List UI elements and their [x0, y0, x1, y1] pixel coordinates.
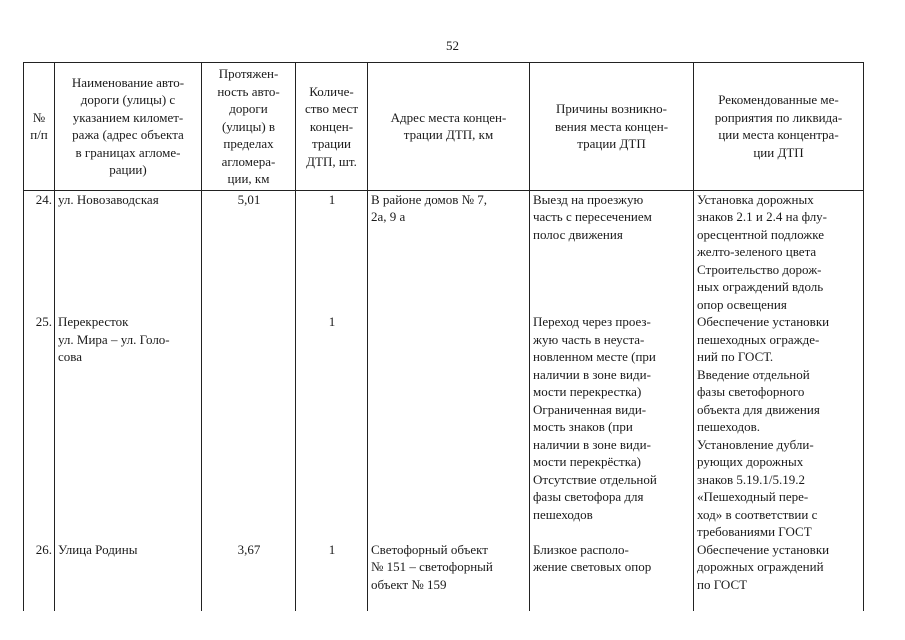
text-line: п/п [30, 127, 48, 143]
text-line: ход» в соответствии с [697, 506, 818, 522]
text-line: пешеходных огражде- [697, 331, 820, 347]
text-line: Близкое располо- [533, 541, 629, 557]
cell-count: 1 [296, 541, 368, 611]
text-line: пешеходов. [697, 419, 760, 434]
text-line: мости перекрестка) [533, 384, 642, 399]
text-line: Переход через проез- [533, 314, 651, 329]
text-line: Перекресток [58, 314, 129, 329]
text-line: мость знаков (при [533, 419, 633, 434]
header-row [24, 63, 864, 191]
table-row [24, 190, 864, 313]
text-line: объект № 159 [371, 576, 447, 592]
text-line: ных ограждений вдоль [697, 279, 824, 294]
text-line: рации) [109, 162, 147, 178]
text-line: трации [312, 136, 351, 151]
text-line: требованиями ГОСТ [697, 524, 812, 539]
cell-num: 25. [24, 313, 55, 541]
text-line: жение световых опор [533, 559, 652, 574]
text-line: жую часть в неуста- [533, 331, 645, 347]
text-line: ул. Мира – ул. Голо- [58, 331, 170, 347]
text-line: трации ДТП, км [403, 127, 494, 143]
cell-length: 5,01 [202, 190, 296, 313]
text-line: дорожных ограждений [697, 559, 824, 574]
text-line: Улица Родины [58, 541, 138, 557]
text-line: пешеходов [533, 506, 593, 522]
text-line: Установление дубли- [697, 436, 814, 452]
cell-causes [530, 313, 694, 541]
text-line: концен- [309, 118, 354, 134]
text-line: Выезд на проезжую [533, 191, 644, 207]
text-line: дороги [229, 101, 268, 116]
text-line: желто-зеленого цвета [697, 244, 817, 259]
text-line: Светофорный объект [371, 541, 488, 557]
text-line: ДТП, шт. [306, 153, 357, 169]
cell-address [368, 190, 530, 313]
header-num [24, 63, 55, 191]
text-line: часть с пересечением [533, 209, 652, 224]
text-line: Протяжен- [218, 66, 279, 81]
text-line: Строительство дорож- [697, 261, 822, 277]
text-line: 2а, 9 а [371, 209, 406, 224]
text-line: (улицы) в [221, 118, 276, 134]
cell-length [202, 313, 296, 541]
text-line: новленном месте (при [533, 349, 656, 364]
text-line: оресцентной подложке [697, 226, 824, 242]
cell-road-name [55, 313, 202, 541]
header-causes [530, 63, 694, 191]
text-line: ции места концентра- [718, 127, 839, 143]
text-line: рующих дорожных [697, 454, 804, 469]
text-line: пределах [223, 136, 274, 151]
text-line: Ограниченная види- [533, 401, 647, 417]
header-name [55, 63, 202, 191]
header-count [296, 63, 368, 191]
text-line: по ГОСТ [697, 576, 748, 592]
cell-count: 1 [296, 313, 368, 541]
text-line: вения места концен- [554, 118, 669, 134]
text-line: сова [58, 349, 83, 364]
cell-address [368, 541, 530, 611]
cell-measures [694, 313, 864, 541]
text-line: ции ДТП [753, 144, 804, 160]
text-line: № [32, 109, 46, 125]
header-length [202, 63, 296, 191]
cell-causes [530, 541, 694, 611]
text-line: ции, км [227, 171, 270, 186]
text-line: ний по ГОСТ. [697, 349, 774, 364]
text-line: в границах агломе- [75, 144, 181, 160]
dtp-table [23, 62, 864, 611]
text-line: ство мест [304, 101, 359, 116]
text-line: знаков 2.1 и 2.4 на флу- [697, 209, 828, 224]
text-line: агломера- [221, 153, 276, 169]
text-line: наличии в зоне види- [533, 436, 651, 452]
text-line: «Пешеходный пере- [697, 489, 809, 504]
text-line: ул. Новозаводская [58, 191, 159, 207]
text-line: фазы светофора для [533, 489, 644, 504]
text-line: фазы светофорного [697, 384, 805, 399]
cell-causes [530, 190, 694, 313]
text-line: Установка дорожных [697, 191, 814, 207]
cell-num: 24. [24, 190, 55, 313]
header-address [368, 63, 530, 191]
text-line: трации ДТП [577, 136, 646, 151]
cell-count: 1 [296, 190, 368, 313]
text-line: № 151 – светофорный [371, 559, 493, 574]
text-line: наличии в зоне види- [533, 366, 651, 382]
text-line: знаков 5.19.1/5.19.2 [697, 471, 806, 487]
text-line: Обеспечение установки [697, 541, 830, 557]
header-measures [694, 63, 864, 191]
table-row [24, 541, 864, 611]
text-line: Наименование авто- [71, 74, 185, 90]
text-line: ража (адрес объекта [72, 127, 184, 143]
text-line: мости перекрёстка) [533, 454, 641, 469]
cell-measures [694, 190, 864, 313]
cell-address [368, 313, 530, 541]
text-line: указанием километ- [72, 109, 184, 125]
text-line: дороги (улицы) с [80, 92, 176, 108]
text-line: Причины возникно- [556, 101, 667, 116]
text-line: Количе- [309, 83, 354, 99]
text-line: Обеспечение установки [697, 314, 830, 329]
cell-length: 3,67 [202, 541, 296, 611]
text-line: Адрес места концен- [390, 109, 507, 125]
text-line: Отсутствие отдельной [533, 471, 657, 487]
cell-num: 26. [24, 541, 55, 611]
text-line: Рекомендованные ме- [718, 92, 839, 108]
text-line: полос движения [533, 226, 623, 242]
cell-measures [694, 541, 864, 611]
cell-road-name [55, 190, 202, 313]
page-number: 52 [446, 38, 459, 53]
table-row [24, 313, 864, 541]
text-line: роприятия по ликвида- [714, 109, 843, 125]
text-line: объекта для движения [697, 401, 820, 417]
text-line: ность авто- [217, 83, 280, 99]
text-line: Введение отдельной [697, 366, 810, 382]
text-line: В районе домов № 7, [371, 191, 488, 207]
cell-road-name [55, 541, 202, 611]
text-line: опор освещения [697, 296, 787, 312]
